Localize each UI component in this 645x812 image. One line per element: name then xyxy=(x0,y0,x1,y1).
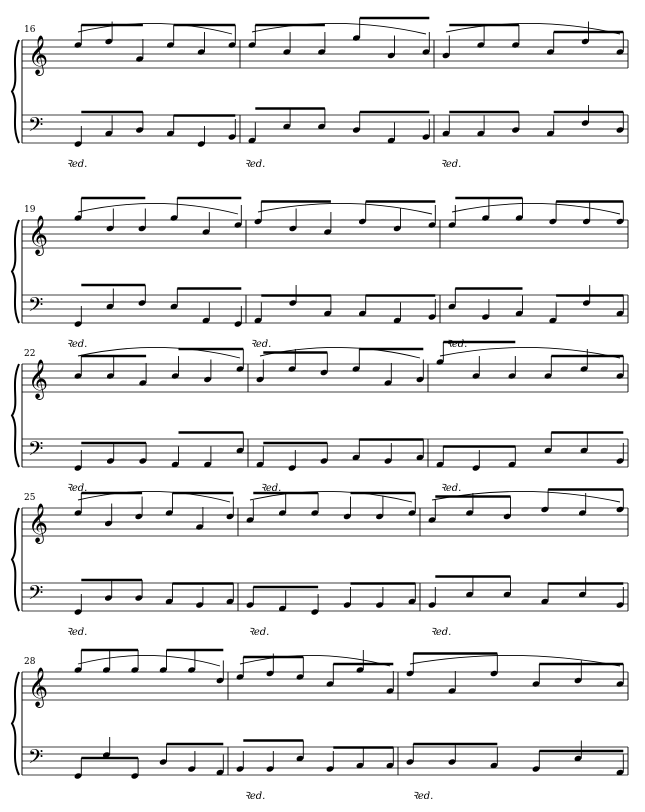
systems-layer xyxy=(12,18,628,802)
pedal-mark: Ꝛed. xyxy=(66,339,88,350)
bass-clef-icon: 𝄢 xyxy=(28,581,44,609)
treble-clef-icon: 𝄞 xyxy=(28,35,49,75)
system-16 xyxy=(12,18,628,170)
treble-clef-icon: 𝄞 xyxy=(28,667,49,707)
system-22 xyxy=(12,342,628,494)
pedal-mark: Ꝛed. xyxy=(260,483,282,494)
brace xyxy=(12,672,19,775)
measure-number: 25 xyxy=(24,493,36,503)
bass-clef-icon: 𝄢 xyxy=(28,293,44,321)
system-28 xyxy=(12,650,628,802)
pedal-mark: Ꝛed. xyxy=(244,159,266,170)
bass-clef-icon: 𝄢 xyxy=(28,745,44,773)
brace xyxy=(12,364,19,467)
pedal-mark: Ꝛed. xyxy=(430,627,452,638)
pedal-mark: Ꝛed. xyxy=(412,791,434,802)
treble-clef-icon: 𝄞 xyxy=(28,215,49,255)
measure-number: 16 xyxy=(24,25,36,35)
slur xyxy=(452,203,620,214)
brace xyxy=(12,220,19,323)
pedal-mark: Ꝛed. xyxy=(440,159,462,170)
pedal-mark: Ꝛed. xyxy=(66,483,88,494)
pedal-mark: Ꝛed. xyxy=(250,339,272,350)
pedal-mark: Ꝛed. xyxy=(244,791,266,802)
bass-clef-icon: 𝄢 xyxy=(28,437,44,465)
treble-clef-icon: 𝄞 xyxy=(28,359,49,399)
system-25 xyxy=(12,490,628,639)
treble-clef-icon: 𝄞 xyxy=(28,503,49,543)
brace xyxy=(12,40,19,143)
pedal-mark: Ꝛed. xyxy=(248,627,270,638)
brace xyxy=(12,508,19,611)
slur xyxy=(258,203,432,214)
pedal-mark: Ꝛed. xyxy=(446,339,468,350)
measure-number: 22 xyxy=(24,349,36,359)
system-19 xyxy=(12,198,628,350)
pedal-mark: Ꝛed. xyxy=(440,483,462,494)
measure-number: 28 xyxy=(24,657,36,667)
slur xyxy=(78,655,220,666)
pedal-mark: Ꝛed. xyxy=(66,159,88,170)
bass-clef-icon: 𝄢 xyxy=(28,113,44,141)
pedal-mark: Ꝛed. xyxy=(66,627,88,638)
measure-number: 19 xyxy=(24,205,36,215)
slur xyxy=(78,203,238,214)
